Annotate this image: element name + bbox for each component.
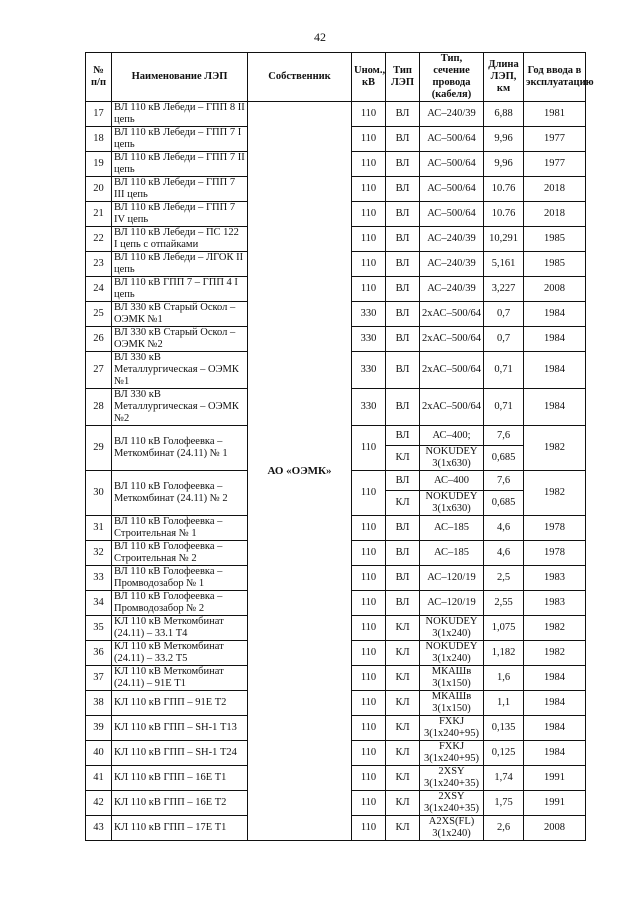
wire-type: 2XSY 3(1х240+35) (420, 791, 484, 816)
voltage-value: 110 (352, 177, 386, 202)
wire-type: 2хАС–500/64 (420, 389, 484, 426)
voltage-value: 110 (352, 127, 386, 152)
header-voltage: Uном., кВ (352, 53, 386, 102)
line-length: 4,6 (484, 516, 524, 541)
line-name: ВЛ 110 кВ Голофеевка – Меткомбинат (24.11) № 1 (112, 426, 248, 471)
wire-type: 2хАС–500/64 (420, 302, 484, 327)
line-name: ВЛ 330 кВ Металлургическая – ОЭМК №2 (112, 389, 248, 426)
voltage-value: 110 (352, 227, 386, 252)
line-length: 10.76 (484, 177, 524, 202)
voltage-value: 110 (352, 152, 386, 177)
line-length: 0,135 (484, 716, 524, 741)
voltage-value: 110 (352, 741, 386, 766)
voltage-value: 110 (352, 666, 386, 691)
voltage-value: 110 (352, 791, 386, 816)
line-type: ВЛ (386, 591, 420, 616)
wire-type: АС–240/39 (420, 252, 484, 277)
commission-year: 1985 (524, 252, 586, 277)
line-name: ВЛ 110 кВ Голофеевка – Строительная № 1 (112, 516, 248, 541)
commission-year: 1984 (524, 352, 586, 389)
line-name: КЛ 110 кВ ГПП – SH-1 Т24 (112, 741, 248, 766)
wire-type: АС–400 (420, 471, 484, 491)
voltage-value: 110 (352, 277, 386, 302)
line-name: КЛ 110 кВ ГПП – 91Е Т2 (112, 691, 248, 716)
commission-year: 1984 (524, 666, 586, 691)
line-length: 0,7 (484, 302, 524, 327)
commission-year: 1984 (524, 327, 586, 352)
line-length: 5,161 (484, 252, 524, 277)
commission-year: 1985 (524, 227, 586, 252)
header-wire: Тип, сечение провода (кабеля) (420, 53, 484, 102)
wire-type: МКАШв 3(1х150) (420, 666, 484, 691)
line-type: ВЛ (386, 202, 420, 227)
commission-year: 1982 (524, 641, 586, 666)
row-number: 25 (86, 302, 112, 327)
wire-type: NOKUDEY 3(1х630) (420, 446, 484, 471)
line-type: ВЛ (386, 327, 420, 352)
line-name: ВЛ 110 кВ Голофеевка – Промводозабор № 2 (112, 591, 248, 616)
line-length: 0,685 (484, 446, 524, 471)
line-type: ВЛ (386, 471, 420, 491)
line-length: 9,96 (484, 127, 524, 152)
line-name: ВЛ 110 кВ Голофеевка – Промводозабор № 1 (112, 566, 248, 591)
line-type: КЛ (386, 791, 420, 816)
line-type: КЛ (386, 616, 420, 641)
line-name: ВЛ 330 кВ Старый Оскол – ОЭМК №2 (112, 327, 248, 352)
wire-type: FXKJ 3(1х240+95) (420, 741, 484, 766)
table-header-row (86, 53, 586, 102)
voltage-value: 110 (352, 766, 386, 791)
commission-year: 1984 (524, 302, 586, 327)
row-number: 23 (86, 252, 112, 277)
wire-type: АС–500/64 (420, 177, 484, 202)
commission-year: 1983 (524, 566, 586, 591)
line-type: КЛ (386, 641, 420, 666)
line-type: ВЛ (386, 252, 420, 277)
line-type: ВЛ (386, 566, 420, 591)
row-number: 32 (86, 541, 112, 566)
voltage-value: 110 (352, 691, 386, 716)
line-length: 0,71 (484, 352, 524, 389)
wire-type: NOKUDEY 3(1х240) (420, 641, 484, 666)
line-type: КЛ (386, 446, 420, 471)
line-name: ВЛ 110 кВ Лебеди – ЛГОК II цепь (112, 252, 248, 277)
header-year: Год ввода в эксплуатацию (524, 53, 586, 102)
line-length: 1,6 (484, 666, 524, 691)
line-type: КЛ (386, 741, 420, 766)
line-name: ВЛ 110 кВ Лебеди – ГПП 8 II цепь (112, 102, 248, 127)
wire-type: АС–500/64 (420, 202, 484, 227)
commission-year: 2008 (524, 816, 586, 841)
line-length: 6,88 (484, 102, 524, 127)
row-number: 26 (86, 327, 112, 352)
line-length: 7,6 (484, 471, 524, 491)
voltage-value: 330 (352, 327, 386, 352)
line-type: ВЛ (386, 516, 420, 541)
line-name: ВЛ 110 кВ Лебеди – ГПП 7 I цепь (112, 127, 248, 152)
row-number: 39 (86, 716, 112, 741)
line-length: 0,71 (484, 389, 524, 426)
wire-type: МКАШв 3(1х150) (420, 691, 484, 716)
row-number: 28 (86, 389, 112, 426)
header-num: № п/п (86, 53, 112, 102)
line-length: 0,7 (484, 327, 524, 352)
voltage-value: 330 (352, 302, 386, 327)
line-length: 1,75 (484, 791, 524, 816)
line-length: 0,685 (484, 491, 524, 516)
line-name: КЛ 110 кВ ГПП – SH-1 Т13 (112, 716, 248, 741)
commission-year: 1984 (524, 716, 586, 741)
voltage-value: 110 (352, 616, 386, 641)
header-name: Наименование ЛЭП (112, 53, 248, 102)
voltage-value: 110 (352, 426, 386, 471)
wire-type: АС–120/19 (420, 566, 484, 591)
commission-year: 1991 (524, 766, 586, 791)
row-number: 35 (86, 616, 112, 641)
line-length: 2,55 (484, 591, 524, 616)
owner-name: АО «ОЭМК» (248, 102, 352, 841)
voltage-value: 110 (352, 641, 386, 666)
row-number: 21 (86, 202, 112, 227)
commission-year: 1982 (524, 471, 586, 516)
header-type: Тип ЛЭП (386, 53, 420, 102)
wire-type: АС–500/64 (420, 152, 484, 177)
line-name: КЛ 110 кВ Меткомбинат (24.11) – 33.2 Т5 (112, 641, 248, 666)
line-name: КЛ 110 кВ ГПП – 16Е Т1 (112, 766, 248, 791)
commission-year: 1978 (524, 541, 586, 566)
commission-year: 2018 (524, 177, 586, 202)
row-number: 34 (86, 591, 112, 616)
row-number: 24 (86, 277, 112, 302)
row-number: 30 (86, 471, 112, 516)
line-type: ВЛ (386, 541, 420, 566)
line-type: ВЛ (386, 127, 420, 152)
voltage-value: 110 (352, 471, 386, 516)
voltage-value: 110 (352, 816, 386, 841)
line-type: КЛ (386, 816, 420, 841)
line-length: 0,125 (484, 741, 524, 766)
voltage-value: 110 (352, 102, 386, 127)
wire-type: NOKUDEY 3(1х630) (420, 491, 484, 516)
table-row (86, 102, 586, 127)
line-length: 7,6 (484, 426, 524, 446)
line-name: ВЛ 330 кВ Старый Оскол – ОЭМК №1 (112, 302, 248, 327)
wire-type: NOKUDEY 3(1х240) (420, 616, 484, 641)
line-type: ВЛ (386, 227, 420, 252)
line-type: ВЛ (386, 177, 420, 202)
wire-type: АС–240/39 (420, 277, 484, 302)
line-length: 2,5 (484, 566, 524, 591)
line-type: ВЛ (386, 152, 420, 177)
commission-year: 1978 (524, 516, 586, 541)
page-number: 42 (314, 30, 326, 44)
voltage-value: 110 (352, 591, 386, 616)
commission-year: 1984 (524, 691, 586, 716)
line-length: 4,6 (484, 541, 524, 566)
line-type: ВЛ (386, 277, 420, 302)
line-name: ВЛ 110 кВ Голофеевка – Меткомбинат (24.11) № 2 (112, 471, 248, 516)
wire-type: FXKJ 3(1х240+95) (420, 716, 484, 741)
header-owner: Собственник (248, 53, 352, 102)
line-name: КЛ 110 кВ Меткомбинат (24.11) – 91Е Т1 (112, 666, 248, 691)
line-length: 2,6 (484, 816, 524, 841)
row-number: 18 (86, 127, 112, 152)
line-length: 1,74 (484, 766, 524, 791)
wire-type: 2хАС–500/64 (420, 352, 484, 389)
line-type: ВЛ (386, 102, 420, 127)
voltage-value: 110 (352, 541, 386, 566)
commission-year: 2008 (524, 277, 586, 302)
voltage-value: 330 (352, 352, 386, 389)
voltage-value: 330 (352, 389, 386, 426)
line-type: ВЛ (386, 302, 420, 327)
wire-type: 2хАС–500/64 (420, 327, 484, 352)
voltage-value: 110 (352, 716, 386, 741)
row-number: 33 (86, 566, 112, 591)
row-number: 27 (86, 352, 112, 389)
wire-type: АС–185 (420, 516, 484, 541)
power-lines-table (85, 52, 594, 841)
line-type: КЛ (386, 691, 420, 716)
commission-year: 1977 (524, 127, 586, 152)
line-length: 1,1 (484, 691, 524, 716)
row-number: 20 (86, 177, 112, 202)
row-number: 42 (86, 791, 112, 816)
line-name: ВЛ 110 кВ Лебеди – ПС 122 I цепь с отпайками (112, 227, 248, 252)
line-length: 10,291 (484, 227, 524, 252)
line-name: ВЛ 110 кВ Лебеди – ГПП 7 III цепь (112, 177, 248, 202)
row-number: 38 (86, 691, 112, 716)
wire-type: АС–240/39 (420, 227, 484, 252)
row-number: 41 (86, 766, 112, 791)
line-length: 1,182 (484, 641, 524, 666)
voltage-value: 110 (352, 516, 386, 541)
line-type: КЛ (386, 491, 420, 516)
commission-year: 1991 (524, 791, 586, 816)
line-name: ВЛ 110 кВ Лебеди – ГПП 7 II цепь (112, 152, 248, 177)
wire-type: АС–400; (420, 426, 484, 446)
line-name: КЛ 110 кВ ГПП – 16Е Т2 (112, 791, 248, 816)
commission-year: 1984 (524, 741, 586, 766)
line-type: ВЛ (386, 352, 420, 389)
commission-year: 1982 (524, 616, 586, 641)
row-number: 31 (86, 516, 112, 541)
line-type: КЛ (386, 666, 420, 691)
line-name: КЛ 110 кВ Меткомбинат (24.11) – 33.1 Т4 (112, 616, 248, 641)
line-name: ВЛ 110 кВ Лебеди – ГПП 7 IV цепь (112, 202, 248, 227)
commission-year: 1984 (524, 389, 586, 426)
line-length: 10.76 (484, 202, 524, 227)
line-type: ВЛ (386, 426, 420, 446)
line-name: ВЛ 110 кВ ГПП 7 – ГПП 4 I цепь (112, 277, 248, 302)
row-number: 36 (86, 641, 112, 666)
commission-year: 2018 (524, 202, 586, 227)
voltage-value: 110 (352, 566, 386, 591)
line-length: 1,075 (484, 616, 524, 641)
line-name: КЛ 110 кВ ГПП – 17Е Т1 (112, 816, 248, 841)
commission-year: 1983 (524, 591, 586, 616)
line-type: ВЛ (386, 389, 420, 426)
row-number: 19 (86, 152, 112, 177)
line-type: КЛ (386, 716, 420, 741)
wire-type: АС–120/19 (420, 591, 484, 616)
row-number: 40 (86, 741, 112, 766)
line-type: КЛ (386, 766, 420, 791)
voltage-value: 110 (352, 202, 386, 227)
row-number: 22 (86, 227, 112, 252)
voltage-value: 110 (352, 252, 386, 277)
line-length: 9,96 (484, 152, 524, 177)
line-length: 3,227 (484, 277, 524, 302)
commission-year: 1982 (524, 426, 586, 471)
row-number: 29 (86, 426, 112, 471)
commission-year: 1977 (524, 152, 586, 177)
row-number: 43 (86, 816, 112, 841)
wire-type: АС–240/39 (420, 102, 484, 127)
wire-type: A2XS(FL) 3(1х240) (420, 816, 484, 841)
line-name: ВЛ 110 кВ Голофеевка – Строительная № 2 (112, 541, 248, 566)
commission-year: 1981 (524, 102, 586, 127)
wire-type: 2XSY 3(1х240+35) (420, 766, 484, 791)
header-length: Длина ЛЭП, км (484, 53, 524, 102)
wire-type: АС–500/64 (420, 127, 484, 152)
line-name: ВЛ 330 кВ Металлургическая – ОЭМК №1 (112, 352, 248, 389)
row-number: 37 (86, 666, 112, 691)
wire-type: АС–185 (420, 541, 484, 566)
row-number: 17 (86, 102, 112, 127)
